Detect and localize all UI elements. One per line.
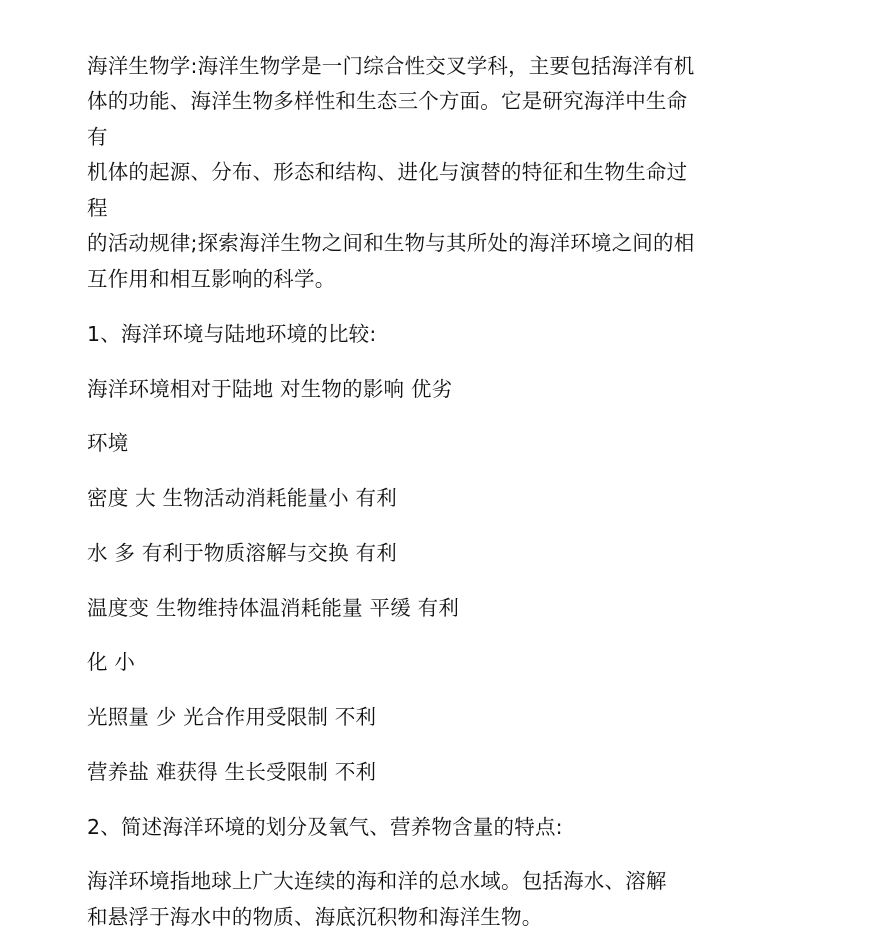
intro-paragraph-line: 互作用和相互影响的科学。: [87, 267, 336, 291]
comparison-line: 化 小: [87, 650, 136, 674]
intro-paragraph-line: 体的功能、海洋生物多样性和生态三个方面。它是研究海洋中生命: [87, 89, 688, 113]
intro-paragraph-line: 程: [87, 196, 108, 220]
comparison-line: 光照量 少 光合作用受限制 不利: [87, 705, 377, 729]
intro-paragraph-line: 有: [87, 125, 108, 149]
comparison-line: 水 多 有利于物质溶解与交换 有利: [87, 541, 397, 565]
section-2-paragraph-line: 和悬浮于海水中的物质、海底沉积物和海洋生物。: [87, 905, 543, 929]
intro-paragraph-line: 海洋生物学:海洋生物学是一门综合性交叉学科，主要包括海洋有机: [87, 54, 695, 78]
comparison-line: 营养盐 难获得 生长受限制 不利: [87, 760, 377, 784]
intro-paragraph-line: 的活动规律;探索海洋生物之间和生物与其所处的海洋环境之间的相: [87, 231, 695, 255]
comparison-line: 环境: [87, 431, 129, 455]
section-1-heading: 1、海洋环境与陆地环境的比较:: [87, 322, 377, 346]
section-2-heading: 2、简述海洋环境的划分及氧气、营养物含量的特点:: [87, 815, 563, 839]
comparison-line: 密度 大 生物活动消耗能量小 有利: [87, 486, 397, 510]
section-2-paragraph-line: 海洋环境指地球上广大连续的海和洋的总水域。包括海水、溶解: [87, 869, 667, 893]
comparison-line: 温度变 生物维持体温消耗能量 平缓 有利: [87, 596, 460, 620]
comparison-line: 海洋环境相对于陆地 对生物的影响 优劣: [87, 377, 453, 401]
intro-paragraph-line: 机体的起源、分布、形态和结构、进化与演替的特征和生物生命过: [87, 160, 688, 184]
